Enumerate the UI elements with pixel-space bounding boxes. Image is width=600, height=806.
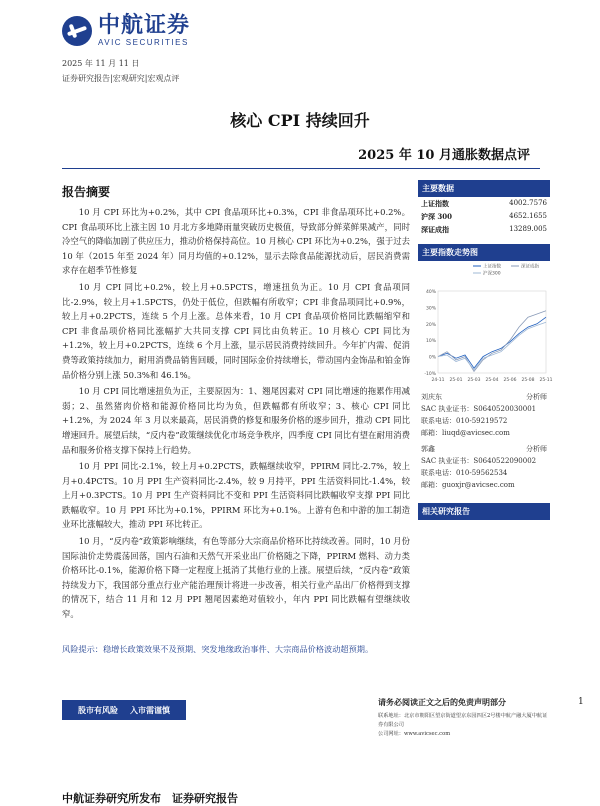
analyst-name: 刘庆东 (421, 393, 442, 401)
banner-left-text: 股市有风险 (78, 704, 118, 715)
analyst-name: 郭鑫 (421, 445, 435, 453)
company-address: 联系地址：北京市朝阳区望京街道望京东园四区2号楼中航产融大厦中航证券有限公司 (378, 713, 548, 728)
page-number: 1 (578, 697, 584, 707)
index-value: 13289.005 (509, 225, 547, 233)
index-value: 4002.7576 (509, 199, 547, 207)
avic-emblem-icon (62, 16, 92, 46)
index-row (418, 210, 550, 223)
summary-paragraph: 10 月 PPI 同比-2.1%，较上月+0.2PCTS，跌幅继续收窄，PPIRM 同比-2.7%，较上月+0.4PCTS。10 月 PPI 生产资料同比-2.4%，较 9 月持平，PPI 生活资料同比-1.4%，较上月+0.3PCTS。10 月 PPI 生产资料同比不变和 PPI 生活资料同比跌幅收窄支撑 PPI 同比跌幅收窄。10 月 PPI 环比为+0.1%，PPIRM 环比为+0.1%。上游有色和中游的加工制造业环比涨幅较大，推动 PPI 环比转正。 (62, 461, 410, 530)
analyst-phone: 联系电话：010-59562534 (421, 469, 508, 477)
chart-plot-frame (438, 291, 546, 373)
analyst-card (418, 443, 550, 491)
y-tick-label: 10% (425, 339, 436, 345)
report-title: 核心 CPI 持续回升 (230, 111, 370, 130)
sidebar (418, 180, 553, 520)
analyst-role: 分析师 (526, 393, 547, 401)
legend-label: 上证指数 (483, 264, 501, 270)
company-logo (62, 14, 190, 48)
analyst-email[interactable]: 邮箱：guoxjr@avicsec.com (421, 481, 515, 489)
analyst-role: 分析师 (526, 445, 547, 453)
risk-banner (62, 700, 186, 720)
trend-chart-heading: 主要指数走势图 (418, 244, 550, 261)
y-tick-label: 30% (425, 306, 436, 312)
x-tick-label: 24-11 (431, 378, 445, 383)
analyst-email[interactable]: 邮箱：liuqd@avicsec.com (421, 429, 510, 437)
x-tick-label: 25-06 (503, 378, 517, 383)
x-tick-label: 25-01 (449, 378, 463, 383)
disclaimer-note: 请务必阅读正文之后的免责声明部分 (378, 697, 506, 707)
related-reports-heading: 相关研究报告 (418, 503, 550, 520)
analyst-sac: SAC 执业证书：S0640522090002 (421, 457, 537, 465)
legend-label: 深证成指 (521, 264, 539, 270)
index-value: 4652.1655 (509, 212, 547, 220)
logo-chinese-name: 中航证券 (98, 13, 191, 38)
report-category: 证券研究报告|宏观研究|宏观点评 (62, 74, 180, 83)
summary-paragraph: 10 月，“反内卷”政策影响继续，有色等部分大宗商品价格环比持续改善。同时，10 月份国际油价走势震荡回落，国内石油和天然气开采业出厂价格随之下降，PPIRM 燃料、动力类价格环比-0.1%，能源价格下降一定程度上抵消了其他行业的上涨。展望后续，“反内卷”政策持续发力下，我国部分重点行业产能治理预计将进一步改善，相关行业产品出厂价格得到支撑的情况下，结合 11 月和 12 月 PPI 翘尾因素绝对值较小，年内 PPI 同比跌幅有望继续收窄。 (62, 536, 410, 620)
y-tick-label: 40% (425, 290, 436, 295)
x-tick-label: 25-03 (467, 378, 481, 383)
trend-chart-svg (418, 261, 553, 391)
x-tick-label: 25-11 (539, 378, 553, 383)
x-tick-label: 25-04 (485, 378, 499, 383)
index-name: 沪深 300 (421, 212, 453, 221)
logo-english-name: AVIC SECURITIES (98, 38, 189, 47)
y-tick-label: 0% (428, 355, 436, 361)
company-website[interactable]: 公司网址：www.avicsec.com (378, 731, 451, 737)
report-date: 2025 年 11 月 11 日 (62, 59, 140, 68)
bottom-brand: 中航证券研究所发布 证券研究报告 (62, 792, 238, 805)
summary-paragraph: 10 月 CPI 同比增速扭负为正，主要原因为：1、翘尾因素对 CPI 同比增速的拖累作用减弱；2、虽然猪肉价格和能源价格同比均为负，但跌幅都有所收窄；3、核心 CPI 同比+1.2%，为 2024 年 3 月以来最高，居民消费的修复和服务价格的逐步回升，推动 CPI 同比增速回升。展望后续，“反内卷”政策继续优化市场竞争秩序，四季度 CPI 同比有望在耐用消费品和服务价格支撑下保持上行趋势。 (62, 386, 410, 455)
index-row (418, 223, 550, 236)
series-line (438, 311, 546, 372)
index-row (418, 197, 550, 210)
banner-right-text: 入市需谨慎 (130, 704, 170, 715)
analyst-phone: 联系电话：010-59219572 (421, 417, 508, 425)
analyst-card (418, 391, 550, 439)
analyst-sac: SAC 执业证书：S0640520030001 (421, 405, 537, 413)
y-tick-label: 20% (425, 322, 436, 328)
index-name: 深证成指 (421, 225, 449, 234)
risk-warning: 风险提示：稳增长政策效果不及预期、突发地缘政治事件、大宗商品价格波动超预期。 (62, 644, 374, 654)
index-trend-chart (418, 261, 553, 391)
report-subtitle: 2025 年 10 月通胀数据点评 (358, 148, 530, 163)
x-tick-label: 25-08 (521, 378, 535, 383)
legend-label: 沪深300 (483, 271, 501, 277)
summary-heading: 报告摘要 (62, 185, 111, 199)
company-contact (378, 712, 548, 739)
summary-body (62, 205, 410, 624)
summary-paragraph: 10 月 CPI 同比+0.2%，较上月+0.5PCTS，增速扭负为正。10 月 CPI 食品项同比-2.9%，较上月+1.5PCTS，仍处于低位，但跌幅有所收窄；CPI 非食品项同比+0.9%，较上月+0.2PCTS，连续 5 个月上涨。总体来看，10 月 CPI 食品项价格同比跌幅缩窄和 CPI 非食品项价格同比涨幅扩大共同支撑 CPI 同比由负转正。10 月核心 CPI 同比为+1.2%，较上月+0.2PCTS，连续 6 个月上涨，显示居民消费持续回升。今年扩内需、促消费等政策持续加力，耐用消费品销售回暖，同时国际金价持续增长，带动国内金饰品和铂金饰品价格分别上涨 50.3%和 46.1%。 (62, 281, 410, 380)
main-data-heading: 主要数据 (418, 180, 550, 197)
series-line (438, 322, 546, 370)
y-tick-label: -10% (424, 372, 436, 377)
summary-paragraph: 10 月 CPI 环比为+0.2%，其中 CPI 食品项环比+0.3%，CPI 非食品项环比+0.2%。CPI 食品项环比上涨主因 10 月北方多地降雨量突破历史极值，导致部分鲜菜鲜果减产，同时冷空气的降临加剧了供应压力，推动价格保持高位。10 月核心 CPI 环比为+0.2%，强于过去 10 年（2015 年至 2024 年）同月均值的+0.12%，显示去除食品能源扰动后，居民消费需求存在超季节性修复 (62, 207, 410, 276)
index-name: 上证指数 (421, 199, 449, 208)
title-divider (62, 168, 540, 169)
